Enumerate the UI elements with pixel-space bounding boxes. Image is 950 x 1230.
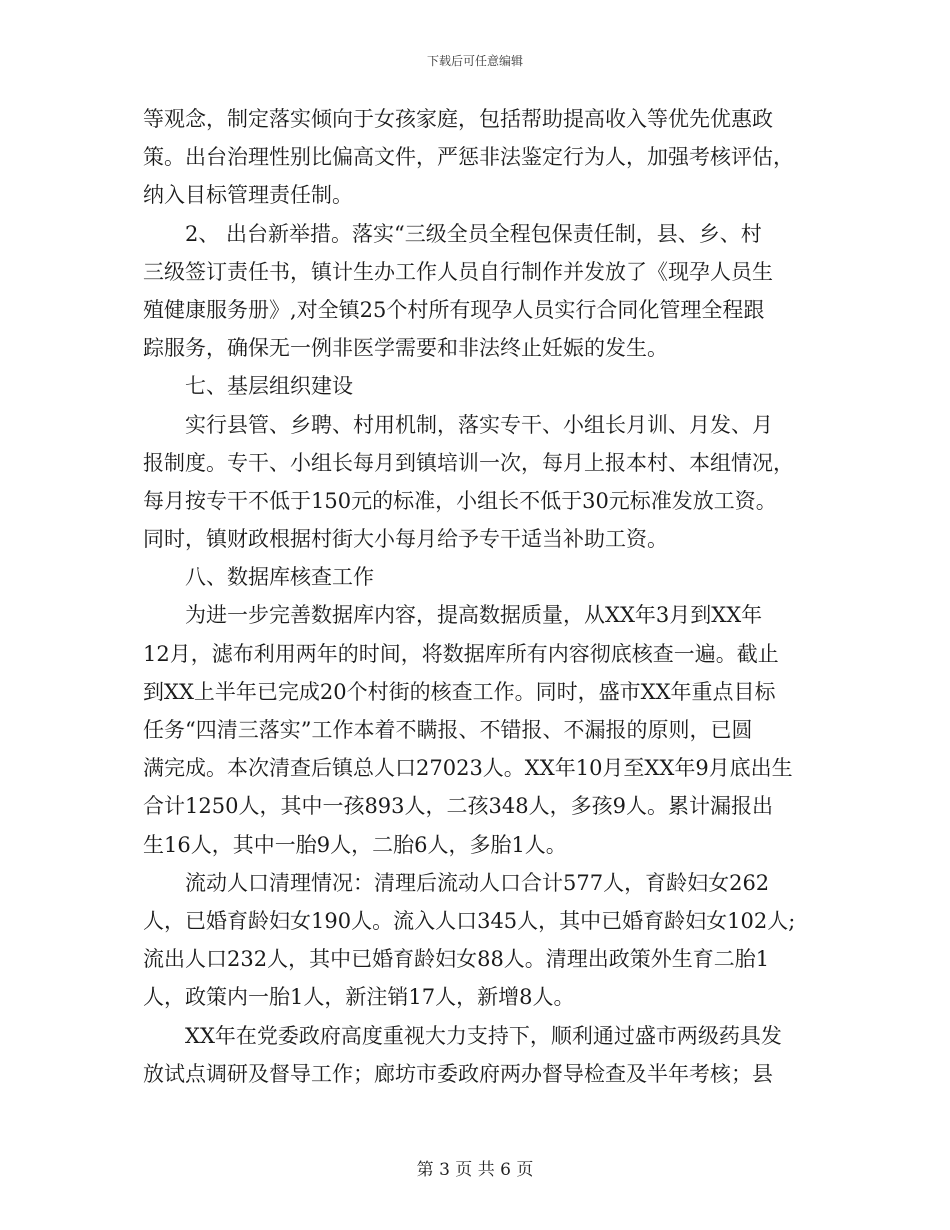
- text-line: 到XX上半年已完成20个村街的核查工作。同时，盛市XX年重点目标: [143, 679, 776, 704]
- page-number-footer: 第 3 页 共 6 页: [416, 1160, 534, 1180]
- document-body: [143, 100, 813, 1093]
- text-line: 满完成。本次清查后镇总人口27023人。XX年10月至XX年9月底出生: [143, 756, 793, 781]
- text-line: 同时，镇财政根据村街大小每月给予专干适当补助工资。: [143, 527, 668, 552]
- text-line: 流出人口232人，其中已婚育龄妇女88人。清理出政策外生育二胎1: [143, 947, 770, 972]
- text-line: 合计1250人，其中一孩893人，二孩348人，多孩9人。累计漏报出: [143, 794, 773, 819]
- text-line: 殖健康服务册》,对全镇25个村所有现孕人员实行合同化管理全程跟: [143, 297, 765, 322]
- text-line: 生16人，其中一胎9人，二胎6人，多胎1人。: [143, 832, 567, 857]
- text-line: 流动人口清理情况：清理后流动人口合计577人，育龄妇女262: [185, 870, 770, 895]
- text-line: 等观念，制定落实倾向于女孩家庭，包括帮助提高收入等优先优惠政: [143, 107, 773, 131]
- text-line: 人，已婚育龄妇女190人。流入人口345人，其中已婚育龄妇女102人;: [143, 908, 796, 933]
- text-line: 放试点调研及督导工作；廊坊市委政府两办督导检查及半年考核；县: [143, 1061, 773, 1086]
- text-line: 踪服务，确保无一例非医学需要和非法终止妊娠的发生。: [143, 336, 668, 361]
- text-line: 八、数据库核查工作: [185, 565, 374, 590]
- text-line: 为进一步完善数据库内容，提高数据质量，从XX年3月到XX年: [185, 603, 763, 628]
- text-line: 报制度。专干、小组长每月到镇培训一次，每月上报本村、本组情况，: [143, 450, 794, 475]
- text-line: 12月，滤布利用两年的时间，将数据库所有内容彻底核查一遍。截止: [143, 641, 779, 666]
- text-line: 策。出台治理性别比偏高文件，严惩非法鉴定行为人，加强考核评估，: [143, 145, 794, 170]
- text-line: 人，政策内一胎1人，新注销17人，新增8人。: [143, 985, 575, 1010]
- text-line: 任务“四清三落实”工作本着不瞒报、不错报、不漏报的原则，已圆: [143, 718, 753, 742]
- page-header-note: 下载后可任意编辑: [426, 54, 523, 68]
- text-line: 每月按专干不低于150元的标准，小组长不低于30元标准发放工资。: [143, 488, 777, 513]
- text-line: 纳入目标管理责任制。: [143, 183, 353, 208]
- text-line: 三级签订责任书，镇计生办工作人员自行制作并发放了《现孕人员生: [143, 259, 773, 284]
- text-line: 实行县管、乡聘、村用机制，落实专干、小组长月训、月发、月: [185, 412, 773, 437]
- text-line: 2、 出台新举措。落实“三级全员全程包保责任制，县、乡、村: [185, 221, 762, 246]
- text-line: XX年在党委政府高度重视大力支持下，顺利通过盛市两级药具发: [185, 1023, 782, 1048]
- text-line: 七、基层组织建设: [185, 374, 353, 399]
